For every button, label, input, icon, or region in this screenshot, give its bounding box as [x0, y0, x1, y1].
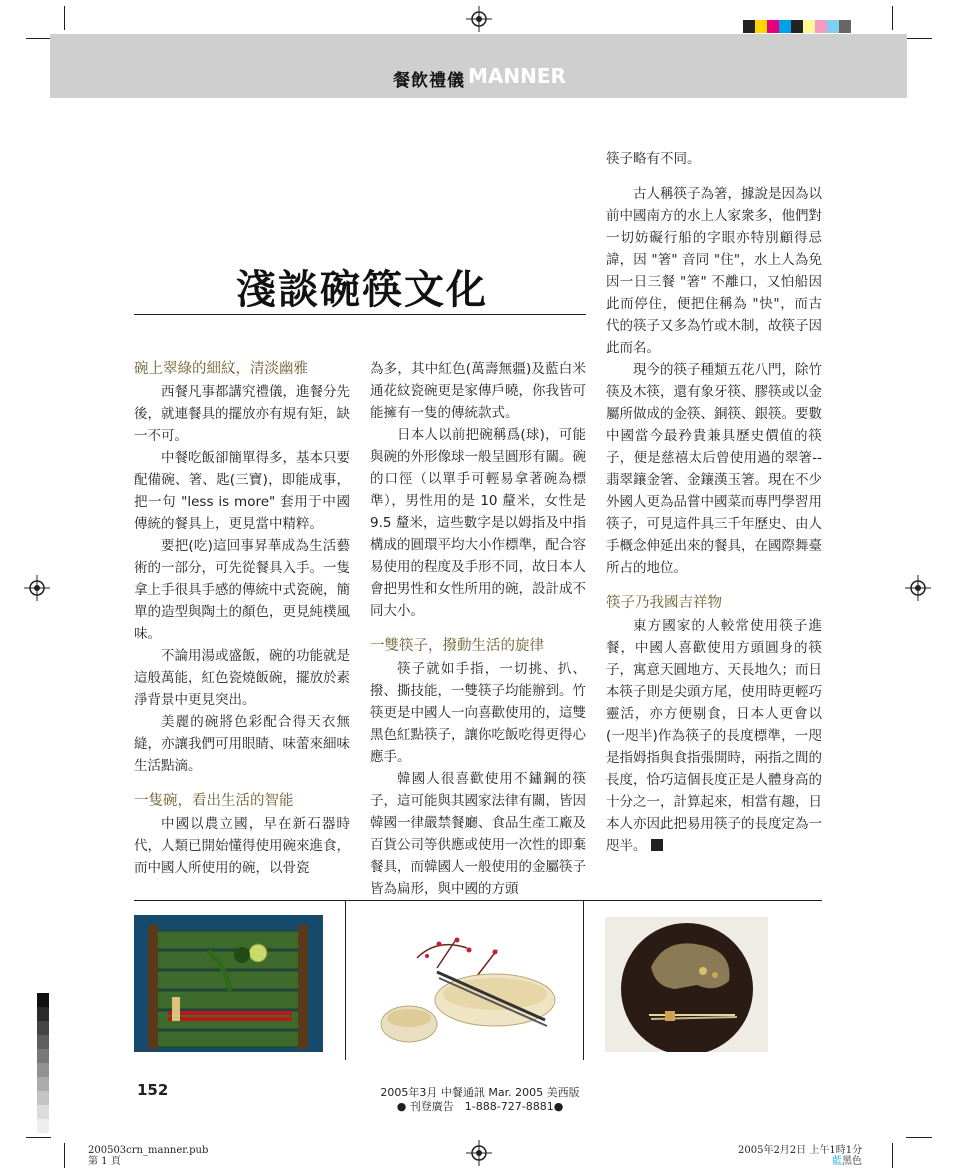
paragraph: 筷子略有不同。	[606, 151, 701, 167]
paragraph: 西餐凡事都講究禮儀，進餐分先後，就連餐具的擺放亦有規有矩，缺一不可。	[134, 384, 350, 444]
crop-mark	[906, 1137, 932, 1138]
file-page: 第 1 頁	[88, 1156, 121, 1167]
registration-mark-icon	[24, 575, 50, 601]
ink-cyan: 藍	[832, 1156, 842, 1167]
gray-scale-step	[37, 1091, 49, 1105]
section-title-chinese: 餐飲禮儀	[393, 71, 465, 91]
crop-mark	[64, 6, 65, 30]
subheading: 一雙筷子，撥動生活的旋律	[370, 638, 544, 654]
footer-ad-line	[330, 1100, 630, 1114]
paragraph: 中國以農立國，早在新石器時代，人類已開始懂得使用碗來進食，而中國人所使用的碗，以骨瓷	[134, 816, 350, 876]
photo-divider	[583, 900, 584, 1060]
photo-divider	[345, 900, 346, 1060]
color-swatch	[767, 20, 779, 33]
color-swatch	[743, 20, 755, 33]
article-column-2	[370, 358, 586, 900]
paragraph: 不論用湯或盛飯，碗的功能就是這般萬能，紅色瓷燒飯碗，擺放於素淨背景中更見突出。	[134, 648, 350, 708]
paragraph: 中餐吃飯卻簡單得多，基本只要配備碗、箸、匙(三寶)，即能成事，把一句 "less is more" 套用于中國傳統的餐具上，更見當中精粹。	[134, 450, 350, 532]
footer-issue-line: 2005年3月 中餐通訊 Mar. 2005 美西版	[380, 1086, 580, 1099]
subheading: 碗上翠綠的細紋，清淡幽雅	[134, 361, 308, 377]
bullet-icon: ●	[396, 1100, 407, 1113]
article-title: 淺談碗筷文化	[236, 267, 488, 313]
crop-mark	[26, 38, 51, 39]
page-number: 152	[137, 1081, 169, 1099]
gray-scale-step	[37, 993, 49, 1007]
subheading: 筷子乃我國吉祥物	[606, 595, 722, 611]
subheading: 一隻碗，看出生活的智能	[134, 793, 294, 809]
crop-mark	[26, 1137, 51, 1138]
crop-mark	[892, 6, 893, 30]
gray-scale-step	[37, 1021, 49, 1035]
article-column-1	[134, 358, 350, 879]
gray-scale-step	[37, 1049, 49, 1063]
crop-mark	[64, 1143, 65, 1168]
bullet-icon: ●	[553, 1100, 564, 1113]
color-calibration-bar	[743, 20, 851, 33]
color-swatch	[827, 20, 839, 33]
gray-scale-step	[37, 1119, 49, 1133]
paragraph	[606, 615, 822, 857]
article-column-3	[606, 148, 822, 857]
color-swatch	[791, 20, 803, 33]
photo-lacquer-plate	[605, 917, 768, 1052]
magazine-footer	[330, 1086, 630, 1114]
gray-scale-step	[37, 1035, 49, 1049]
print-metadata	[88, 1145, 208, 1167]
ink-black: 黑色	[842, 1156, 862, 1167]
paragraph: 為多，其中紅色(萬壽無疆)及藍白米通花紋瓷碗更是家傳戶曉，你我皆可能擁有一隻的傳統款式。	[370, 361, 586, 421]
color-swatch	[803, 20, 815, 33]
photo-ceramic-bowls	[377, 928, 563, 1053]
paragraph: 日本人以前把碗稱爲(球)，可能與碗的外形像球一般呈圓形有關。碗的口徑（以單手可輕易拿著碗為標準），男性用的是 10 釐米，女性是 9.5 釐米，這些數字是以姆指及中指構成的圓環平均大小作標準，配合容易使用的程度及手形不同，故日本人會把男性和女性所用的碗，設計成不同大小。	[370, 427, 586, 619]
paragraph-text: 東方國家的人較常使用筷子進餐，中國人喜歡使用方頭圓身的筷子，寓意天圓地方、天長地久；而日本筷子則是尖頭方尾，使用時更輕巧靈活，亦方便剔食，日本人更會以(一咫半)作為筷子的長度標準，一咫是指姆指與食指張開時，兩指之間的長度，恰巧這個長度正是人體身高的十分之一，計算起來，相當有趣，日本人亦因此把易用筷子的長度定為一咫半。	[606, 618, 822, 854]
paragraph: 現今的筷子種類五花八門，除竹筷及木筷，還有象牙筷、膠筷或以金屬所做成的金筷、銅筷、銀筷。要數中國當今最矜貴兼具歷史價值的筷子，便是慈禧太后曾使用過的翠箸--翡翠鑲金箸、金鑲漢玉箸。現在不少外國人更為品嘗中國菜而專門學習用筷子，可見這件具三千年歷史、由人手概念伸延出來的餐具，在國際舞臺所占的地位。	[606, 362, 822, 576]
end-mark-icon	[651, 839, 663, 851]
gray-scale-step	[37, 1105, 49, 1119]
footer-ad-text: 刊登廣告 1-888-727-8881	[409, 1100, 554, 1113]
crop-mark	[906, 38, 932, 39]
gray-scale-step	[37, 1007, 49, 1021]
gray-scale-step	[37, 1077, 49, 1091]
color-swatch	[839, 20, 851, 33]
ink-labels	[738, 1156, 862, 1167]
registration-mark-icon	[466, 6, 492, 32]
color-swatch	[779, 20, 791, 33]
paragraph: 美麗的碗將色彩配合得天衣無縫，亦讓我們可用眼睛、味蕾來細味生活點滴。	[134, 714, 350, 774]
registration-mark-icon	[905, 575, 931, 601]
registration-mark-icon	[466, 1140, 492, 1166]
gray-scale-step	[37, 1063, 49, 1077]
photo-strip-rule	[134, 900, 822, 901]
title-underline	[134, 314, 586, 315]
crop-mark	[892, 1143, 893, 1168]
print-timestamp	[738, 1145, 862, 1167]
paragraph: 古人稱筷子為箸，據說是因為以前中國南方的水上人家衆多，他們對一切妨礙行船的字眼亦特別顧得忌諱，因 "箸" 音同 "住"，水上人為免因一日三餐 "箸" 不離口，又怕船因此而停住，便把住稱為 "快"，而古代的筷子又多為竹或木制，故筷子因此而名。	[606, 186, 822, 356]
color-swatch	[755, 20, 767, 33]
color-swatch	[815, 20, 827, 33]
section-title-english: MANNER	[468, 64, 566, 88]
paragraph: 筷子就如手指，一切挑、扒、撥、撕技能，一雙筷子均能辦到。竹筷更是中國人一向喜歡使用的，這雙黑色紅點筷子，讓你吃飯吃得更得心應手。	[370, 661, 586, 765]
file-name: 200503crn_manner.pub	[88, 1145, 209, 1156]
photo-bamboo-tray-chopsticks	[134, 915, 323, 1052]
paragraph: 韓國人很喜歡使用不鏽鋼的筷子，這可能與其國家法律有關，皆因韓國一律嚴禁餐廳、食品生產工廠及百貨公司等供應或使用一次性的即棄餐具，而韓國人一般使用的金屬筷子皆為扁形，與中國的方頭	[370, 771, 586, 897]
print-date: 2005年2月2日 上午1時1分	[738, 1145, 863, 1156]
paragraph: 要把(吃)這回事昇華成為生活藝術的一部分，可先從餐具入手。一隻拿上手很具手感的傳統中式瓷碗，簡單的造型與陶土的顏色，更見純樸風味。	[134, 538, 350, 642]
